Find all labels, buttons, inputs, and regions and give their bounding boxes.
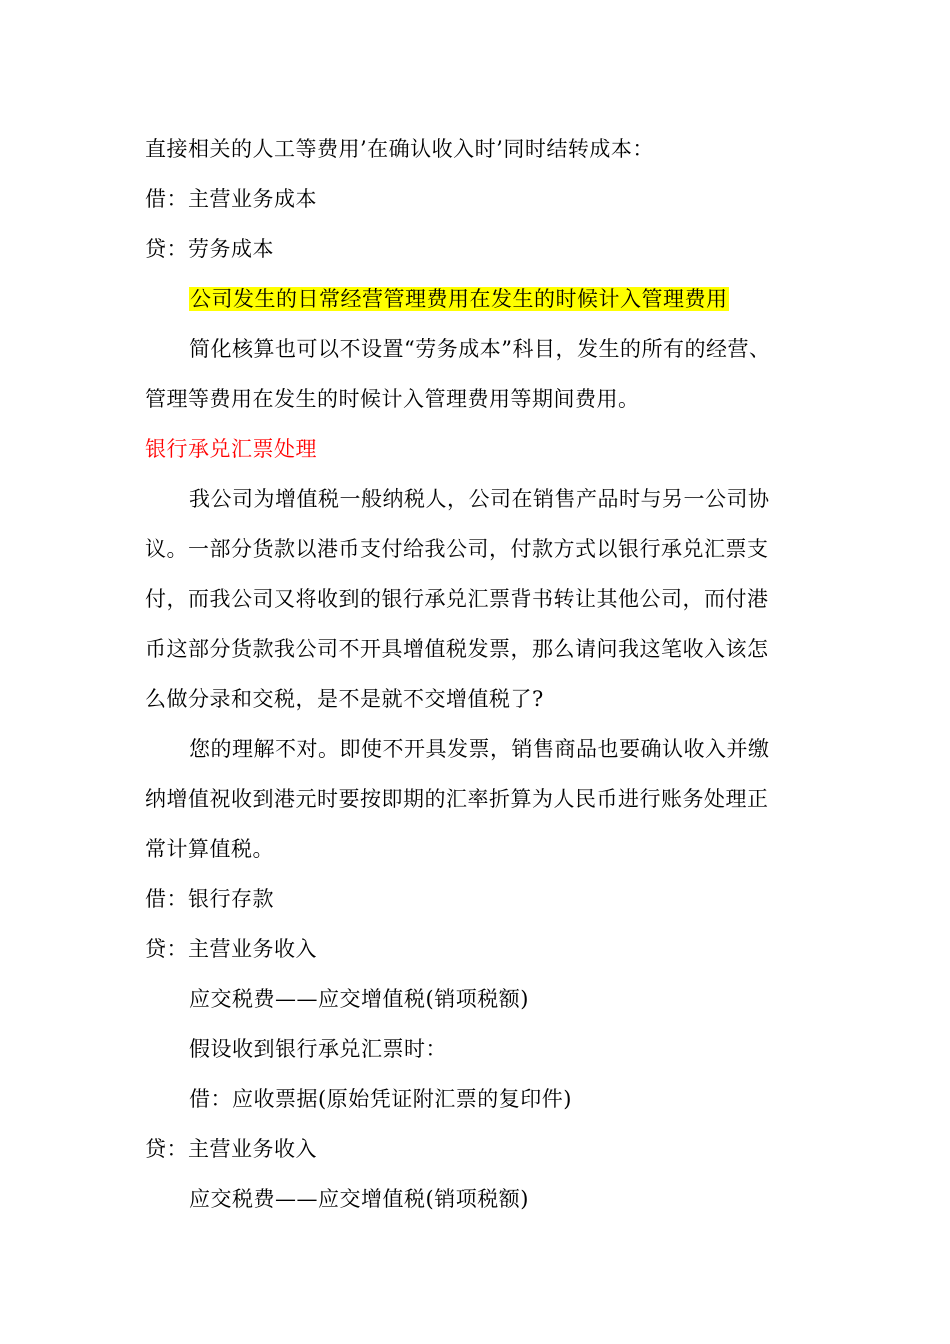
paragraph-line: 简化核算也可以不设置“劳务成本”科目，发生的所有的经营、: [189, 337, 771, 361]
credit-entry: 贷：劳务成本: [145, 237, 274, 261]
paragraph-line: 假设收到银行承兑汇票时：: [189, 1037, 447, 1061]
paragraph-line: 纳增值祝收到港元时要按即期的汇率折算为人民币进行账务处理正: [145, 787, 769, 811]
paragraph-line: 管理等费用在发生的时候计入管理费用等期间费用。: [145, 387, 640, 411]
credit-entry: 贷：主营业务收入: [145, 1137, 317, 1161]
debit-entry: 借：应收票据(原始凭证附汇票的复印件): [189, 1087, 572, 1111]
paragraph-line: 我公司为增值税一般纳税人，公司在销售产品时与另一公司协: [189, 487, 770, 511]
paragraph-line: 议。一部分货款以港币支付给我公司，付款方式以银行承兑汇票支: [145, 537, 769, 561]
paragraph-line: 付，而我公司又将收到的银行承兑汇票背书转让其他公司，而付港: [145, 587, 769, 611]
paragraph-line: 直接相关的人工等费用’在确认收入时’同时结转成本：: [145, 137, 654, 161]
highlighted-text: 公司发生的日常经营管理费用在发生的时候计入管理费用: [190, 287, 728, 311]
debit-entry: 借：银行存款: [145, 887, 274, 911]
credit-sub-entry: 应交税费——应交增值税(销项税额): [189, 987, 529, 1011]
credit-entry: 贷：主营业务收入: [145, 937, 317, 961]
credit-sub-entry: 应交税费——应交增值税(销项税额): [189, 1187, 529, 1211]
paragraph-line: 常计算值税。: [145, 837, 274, 861]
paragraph-line: 您的理解不对。即使不开具发票，销售商品也要确认收入并缴: [189, 737, 770, 761]
section-heading: 银行承兑汇票处理: [145, 437, 317, 461]
paragraph-line: 么做分录和交税，是不是就不交增值税了?: [145, 687, 544, 711]
paragraph-line: 币这部分货款我公司不开具增值税发票，那么请问我这笔收入该怎: [145, 637, 769, 661]
highlighted-note: [189, 284, 729, 314]
debit-entry: 借：主营业务成本: [145, 187, 317, 211]
